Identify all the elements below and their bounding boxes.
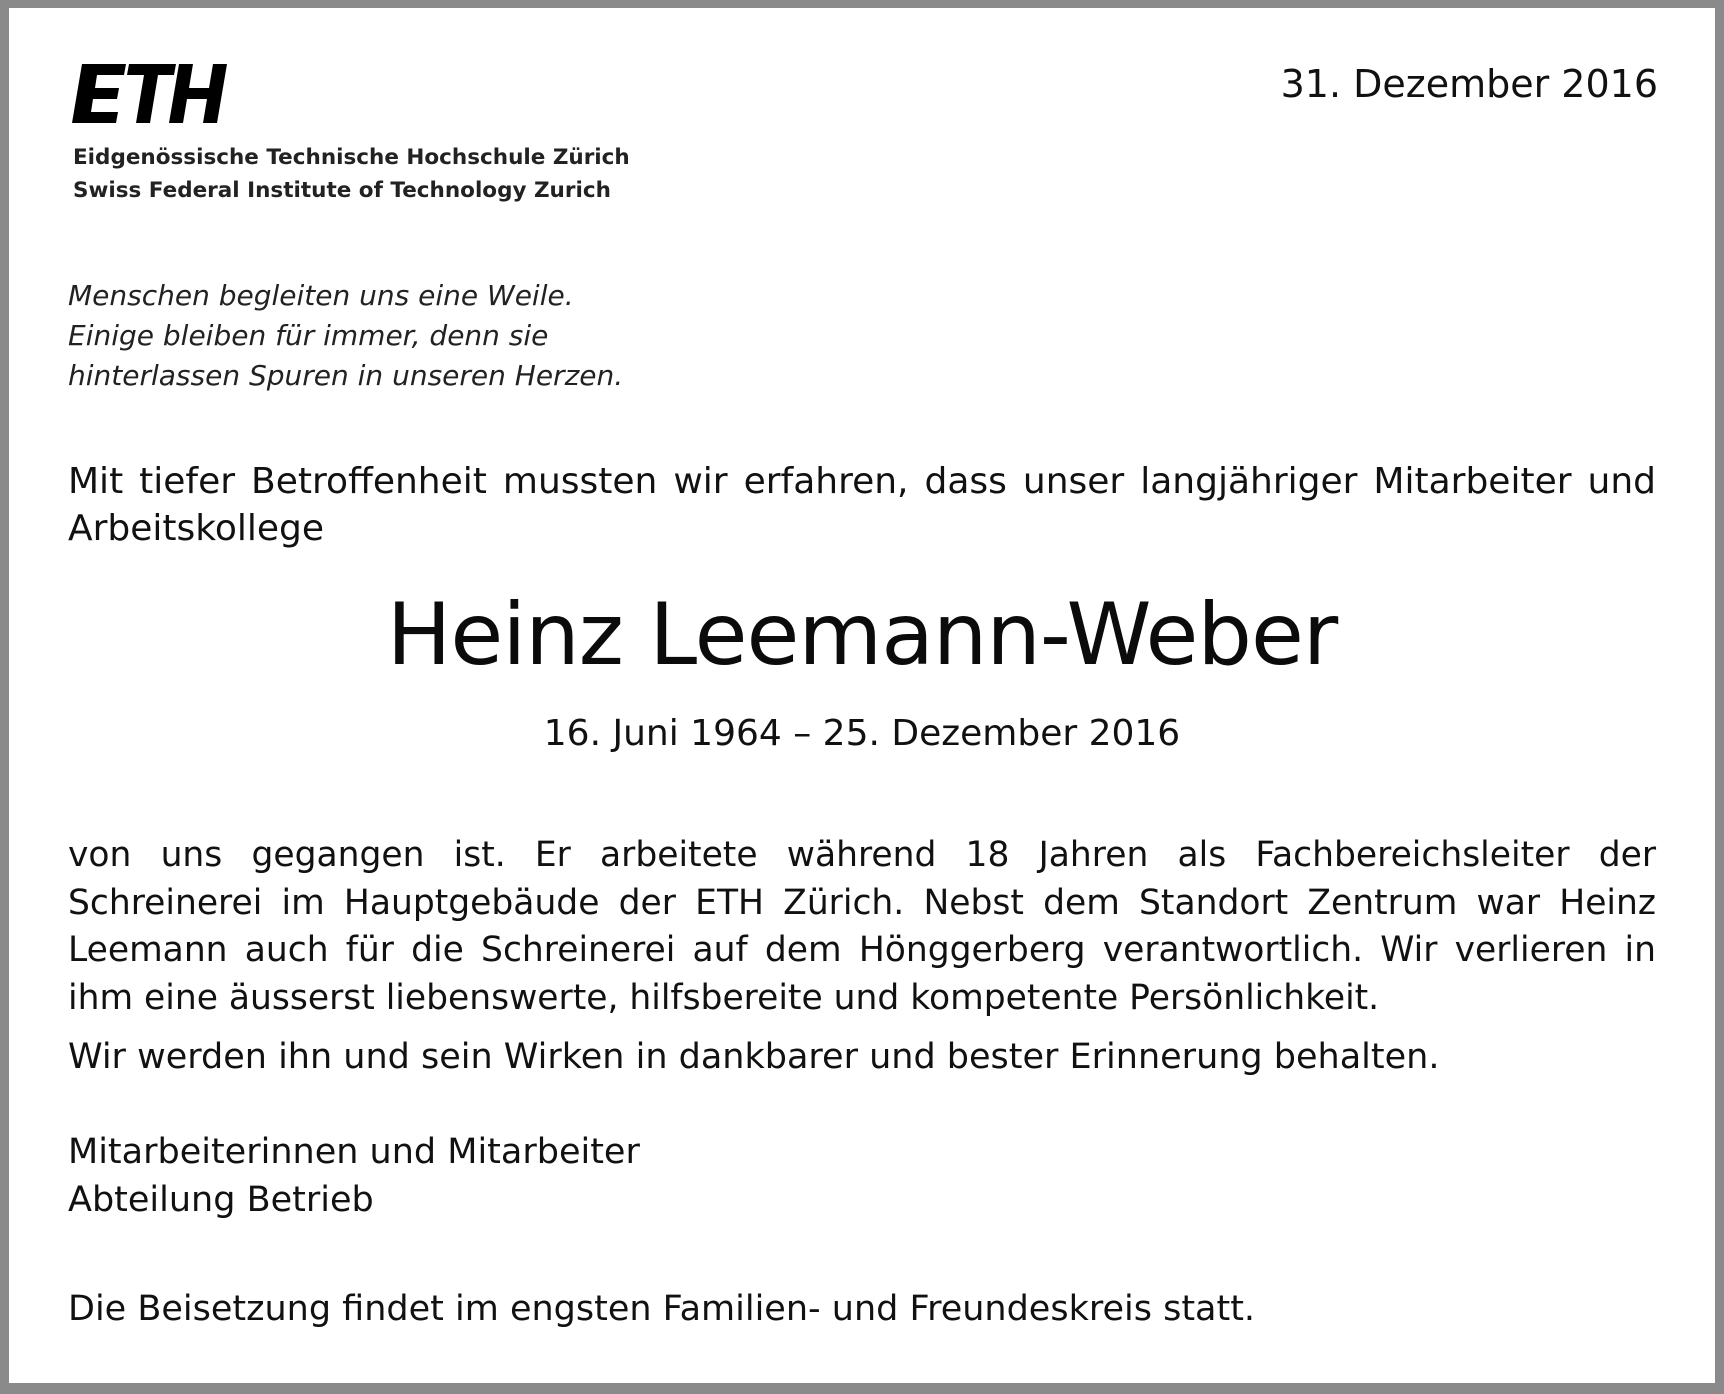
body-paragraph xyxy=(68,832,1656,1022)
signature-line: Abteilung Betrieb xyxy=(68,1180,374,1220)
body-text: von uns gegangen ist. Er arbeitete während 18 Jahren als Fachbereichsleiter der Schreinerei im Hauptgebäude der ETH Zürich. Nebst dem Standort Zentrum war Heinz Leemann auch für die Schreinerei auf dem Hönggerberg verantwortlich. Wir verlieren in ihm eine äusserst liebenswerte, hilfsbereite und kompetente Persönlichkeit. xyxy=(68,835,1656,1018)
signature-line: Mitarbeiterinnen und Mitarbeiter xyxy=(68,1132,640,1172)
quote-line: Einige bleiben für immer, denn sie xyxy=(68,319,549,352)
institution-name-german: Eidgenössische Technische Hochschule Zürich xyxy=(73,145,630,170)
eth-logo-mark xyxy=(72,64,230,124)
quote-line: Menschen begleiten uns eine Weile. xyxy=(68,279,574,312)
memorial-quote xyxy=(68,276,623,396)
life-dates: 16. Juni 1964 – 25. Dezember 2016 xyxy=(543,713,1181,754)
publication-date: 31. Dezember 2016 xyxy=(1280,62,1658,106)
institution-name-english: Swiss Federal Institute of Technology Zurich xyxy=(73,178,611,203)
funeral-note: Die Beisetzung findet im engsten Familien- und Freundeskreis statt. xyxy=(68,1289,1256,1329)
quote-line: hinterlassen Spuren in unseren Herzen. xyxy=(68,359,624,392)
eth-logo xyxy=(72,64,230,124)
intro-paragraph: Mit tiefer Betroffenheit mussten wir erfahren, dass unser langjähriger Mitarbeiter und Arbeitskollege xyxy=(68,461,1656,549)
signature-block xyxy=(68,1128,640,1224)
closing-sentence: Wir werden ihn und sein Wirken in dankbarer und bester Erinnerung behalten. xyxy=(68,1037,1440,1077)
deceased-name: Heinz Leemann-Weber xyxy=(386,585,1338,685)
